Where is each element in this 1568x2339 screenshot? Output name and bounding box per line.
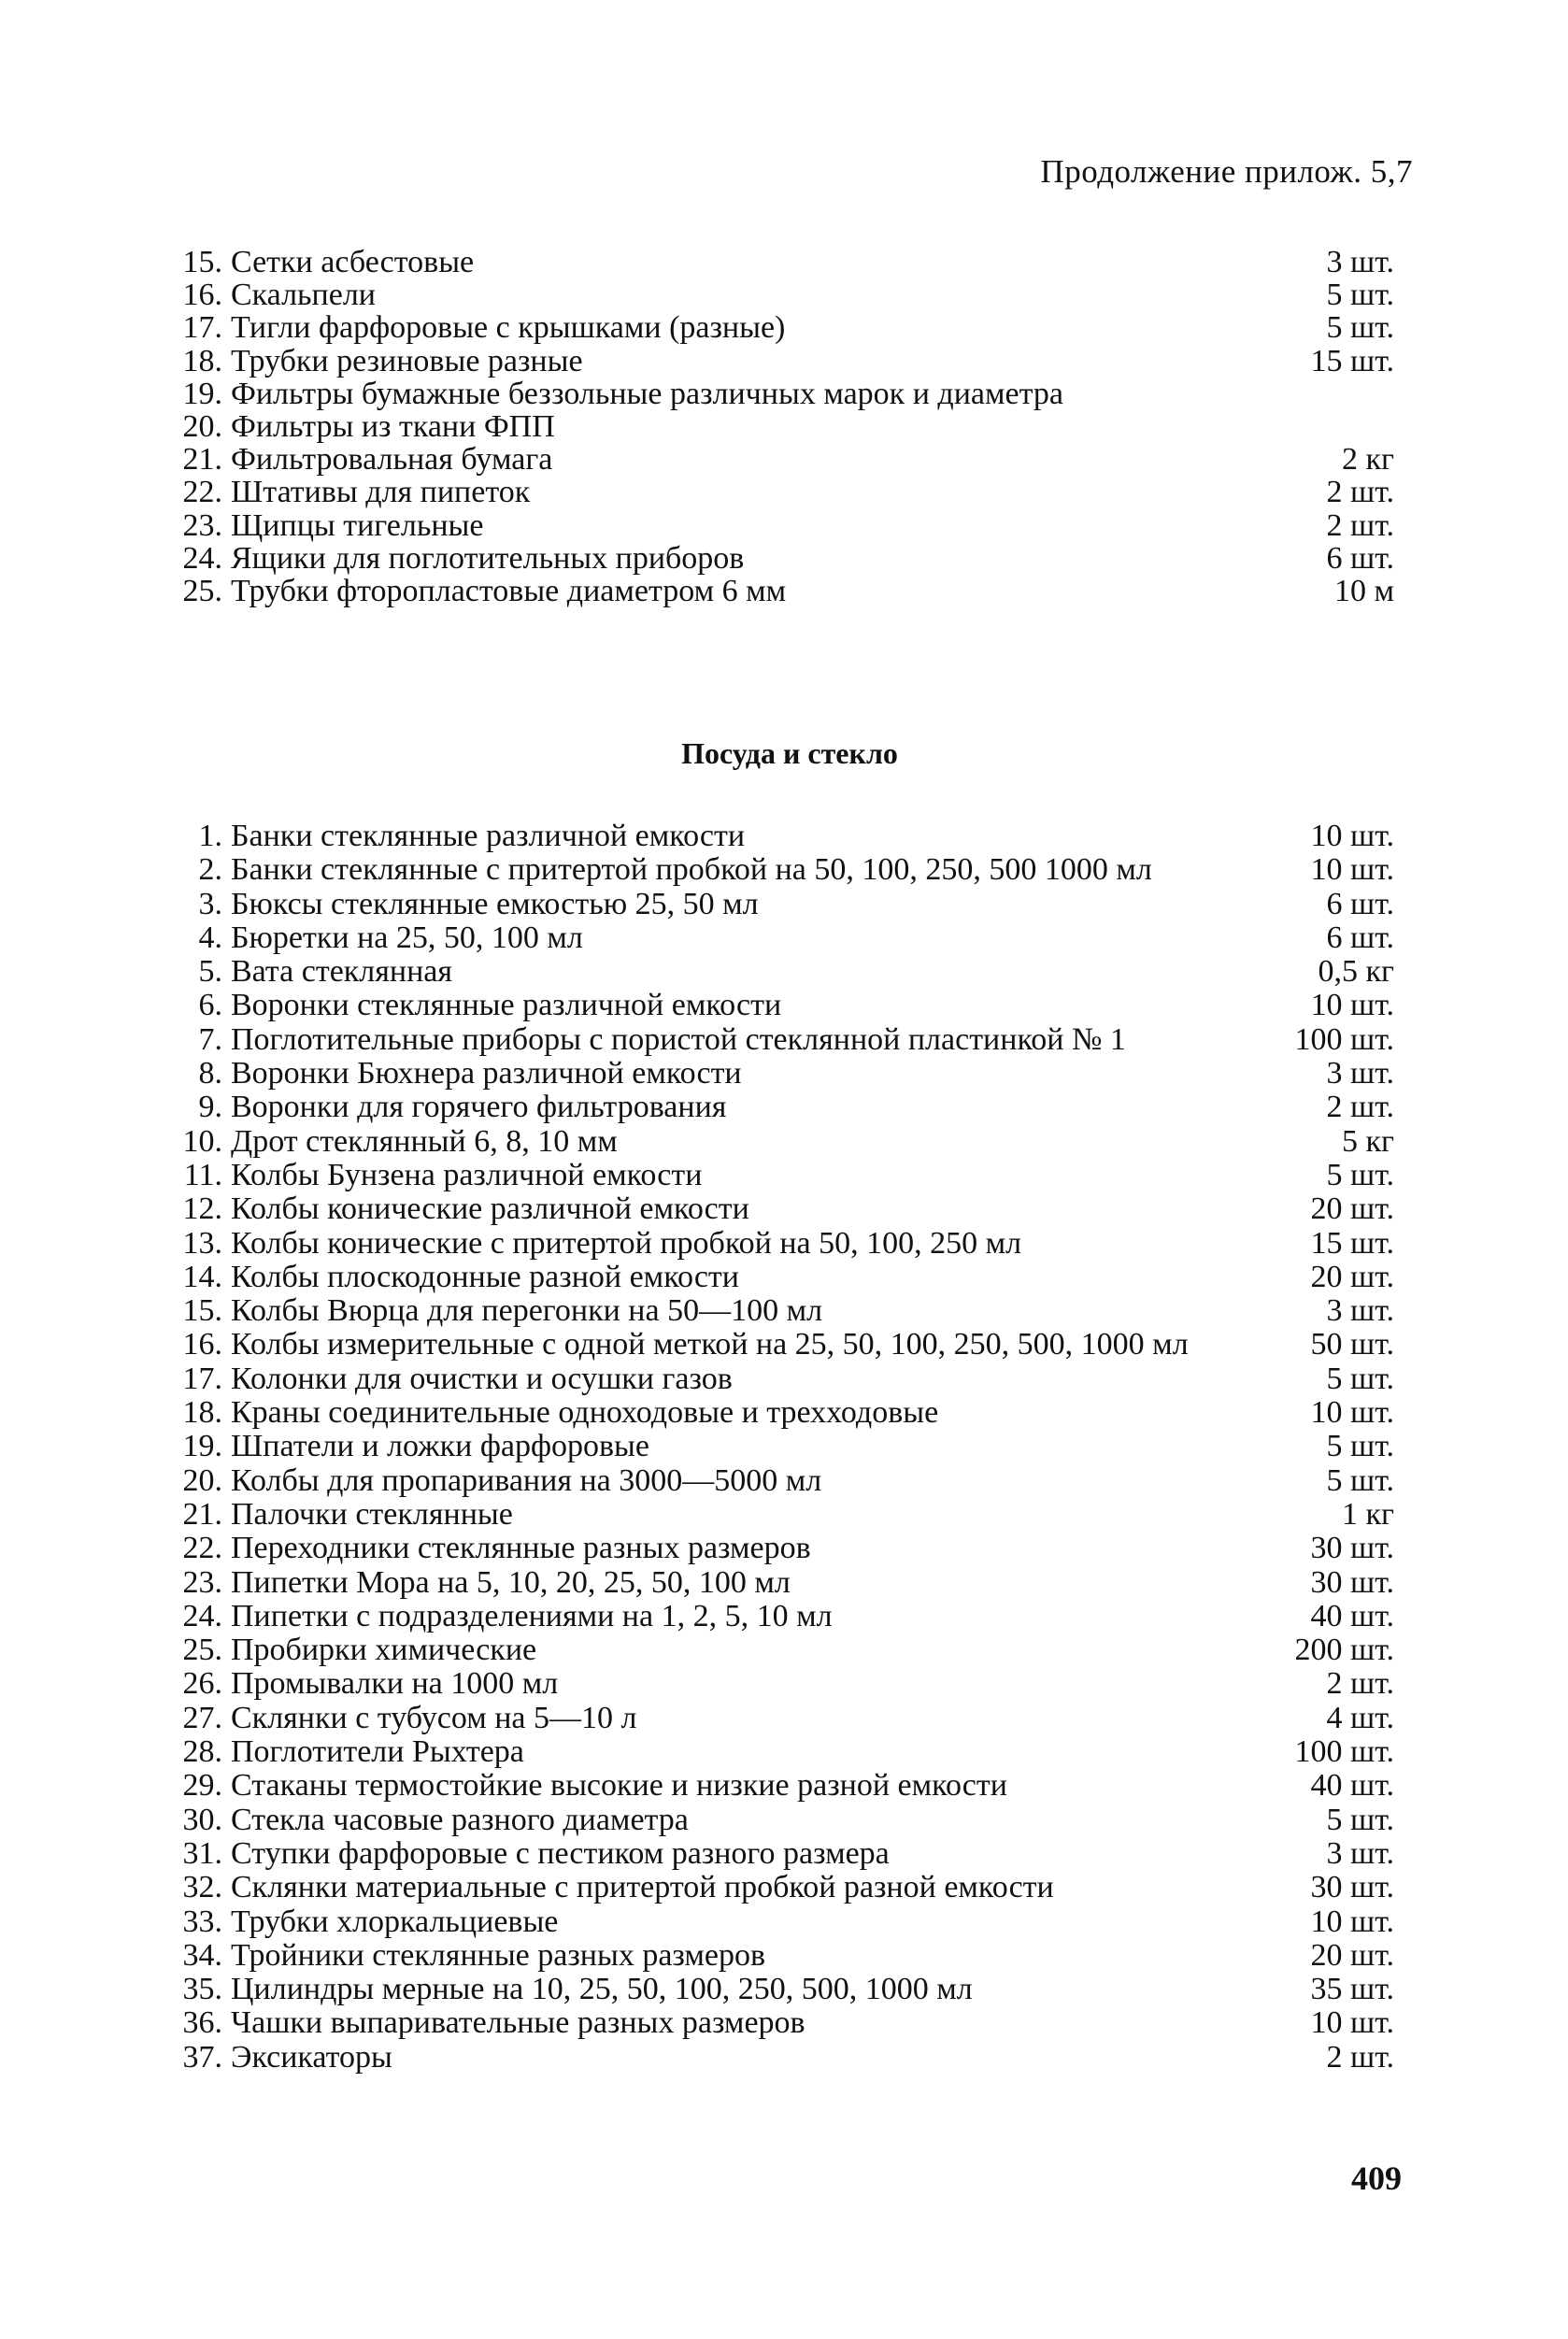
running-header: Продолжение прилож. 5,7	[1040, 153, 1413, 190]
page-number: 409	[1351, 2160, 1402, 2197]
item-number: 17.	[182, 310, 222, 346]
list-item	[150, 1261, 1402, 1294]
list-item	[150, 345, 1402, 378]
item-text: Ступки фарфоровые с пестиком разного размера	[231, 1835, 890, 1871]
item-text: Пипетки с подразделениями на 1, 2, 5, 10 мл	[231, 1598, 833, 1633]
list-item	[150, 542, 1402, 575]
list-item	[150, 1769, 1402, 1803]
item-number: 18.	[182, 343, 222, 378]
item-quantity: 200 шт.	[1294, 1633, 1394, 1668]
list-item	[150, 1735, 1402, 1769]
item-number: 2.	[198, 852, 222, 888]
item-quantity: 5 шт.	[1326, 1361, 1394, 1396]
section-title: Посуда и стекло	[681, 736, 898, 770]
item-quantity: 10 шт.	[1310, 2005, 1394, 2041]
item-text: Поглотительные приборы с пористой стеклянной пластинкой № 1	[231, 1021, 1126, 1057]
equipment-list	[150, 246, 1402, 607]
item-text: Фильтры из ткани ФПП	[231, 409, 555, 445]
item-text: Краны соединительные одноходовые и трехходовые	[231, 1395, 939, 1431]
item-quantity	[1217, 410, 1402, 443]
item-number: 36.	[182, 2005, 222, 2041]
item-text: Склянки материальные с притертой пробкой разной емкости	[231, 1870, 1054, 1905]
item-text: Трубки фторопластовые диаметром 6 мм	[231, 574, 787, 609]
list-item	[150, 921, 1402, 955]
list-item	[150, 443, 1402, 476]
item-quantity: 2 шт.	[1326, 1666, 1394, 1702]
item-text: Поглотители Рыхтера	[231, 1734, 524, 1770]
list-item	[150, 1091, 1402, 1124]
item-text: Ящики для поглотительных приборов	[231, 540, 745, 576]
item-number: 34.	[182, 1937, 222, 1973]
item-quantity: 10 шт.	[1310, 1395, 1394, 1431]
item-quantity: 50 шт.	[1310, 1327, 1394, 1362]
item-text: Колбы Бунзена различной емкости	[231, 1157, 703, 1192]
item-number: 5.	[198, 954, 222, 990]
list-item	[150, 1464, 1402, 1498]
list-item	[150, 1702, 1402, 1735]
list-item	[150, 1804, 1402, 1837]
item-text: Фильтровальная бумага	[231, 442, 553, 478]
item-number: 12.	[182, 1191, 222, 1227]
item-number: 9.	[198, 1090, 222, 1125]
item-number: 23.	[182, 1564, 222, 1600]
item-number: 6.	[198, 988, 222, 1023]
item-text: Бюксы стеклянные емкостью 25, 50 мл	[231, 886, 759, 921]
item-text: Колбы конические различной емкости	[231, 1191, 749, 1227]
item-number: 16.	[182, 278, 222, 313]
item-quantity: 35 шт.	[1310, 1972, 1394, 2007]
item-text: Воронки для горячего фильтрования	[231, 1090, 727, 1125]
item-number: 25.	[182, 1633, 222, 1668]
item-number: 3.	[198, 886, 222, 921]
item-quantity: 6 шт.	[1326, 540, 1394, 576]
item-number: 31.	[182, 1835, 222, 1871]
item-quantity: 15 шт.	[1310, 1225, 1394, 1261]
item-number: 17.	[182, 1361, 222, 1396]
item-number: 4.	[198, 920, 222, 955]
item-quantity: 5 шт.	[1326, 1429, 1394, 1464]
item-text: Переходники стеклянные разных размеров	[231, 1531, 811, 1566]
item-number: 20.	[182, 1462, 222, 1498]
item-number: 30.	[182, 1802, 222, 1837]
item-text: Пипетки Мора на 5, 10, 20, 25, 50, 100 мл	[231, 1564, 791, 1600]
list-item	[150, 1667, 1402, 1701]
item-quantity: 2 шт.	[1326, 475, 1394, 510]
list-item	[150, 1498, 1402, 1532]
item-number: 15.	[182, 245, 222, 279]
item-text: Трубки резиновые разные	[231, 343, 583, 378]
item-text: Дрот стеклянный 6, 8, 10 мм	[231, 1123, 618, 1159]
item-text: Склянки с тубусом на 5—10 л	[231, 1700, 637, 1735]
item-number: 19.	[182, 376, 222, 411]
item-quantity: 5 шт.	[1326, 1157, 1394, 1192]
item-text: Чашки выпаривательные разных размеров	[231, 2005, 805, 2041]
item-quantity: 20 шт.	[1310, 1259, 1394, 1294]
item-text: Колонки для очистки и осушки газов	[231, 1361, 733, 1396]
item-quantity: 100 шт.	[1294, 1021, 1394, 1057]
item-quantity: 3 шт.	[1326, 1056, 1394, 1091]
item-number: 22.	[182, 475, 222, 510]
item-number: 16.	[182, 1327, 222, 1362]
item-text: Бюретки на 25, 50, 100 мл	[231, 920, 583, 955]
item-text: Стекла часовые разного диаметра	[231, 1802, 689, 1837]
item-quantity: 30 шт.	[1310, 1564, 1394, 1600]
item-text: Стаканы термостойкие высокие и низкие разной емкости	[231, 1768, 1007, 1804]
item-quantity: 20 шт.	[1310, 1191, 1394, 1227]
item-text: Вата стеклянная	[231, 954, 453, 990]
item-text: Промывалки на 1000 мл	[231, 1666, 559, 1702]
glassware-list	[150, 820, 1402, 2075]
item-text: Тройники стеклянные разных размеров	[231, 1937, 766, 1973]
list-item	[150, 378, 1402, 410]
item-quantity: 10 шт.	[1310, 819, 1394, 853]
item-text: Воронки стеклянные различной емкости	[231, 988, 782, 1023]
item-quantity: 1 кг	[1342, 1496, 1394, 1532]
item-text: Шпатели и ложки фарфоровые	[231, 1429, 649, 1464]
item-quantity: 100 шт.	[1294, 1734, 1394, 1770]
item-number: 25.	[182, 574, 222, 609]
item-number: 26.	[182, 1666, 222, 1702]
list-item	[150, 853, 1402, 887]
list-item	[150, 1973, 1402, 2006]
list-item	[150, 1566, 1402, 1600]
item-number: 11.	[183, 1157, 222, 1192]
list-item	[150, 1905, 1402, 1939]
list-item	[150, 1871, 1402, 1904]
list-item	[150, 1633, 1402, 1667]
item-number: 35.	[182, 1972, 222, 2007]
item-text: Трубки хлоркальциевые	[231, 1904, 559, 1939]
item-number: 15.	[182, 1293, 222, 1329]
item-number: 29.	[182, 1768, 222, 1804]
item-quantity: 4 шт.	[1326, 1700, 1394, 1735]
item-text: Фильтры бумажные беззольные различных марок и диаметра	[231, 376, 1063, 411]
item-number: 10.	[182, 1123, 222, 1159]
item-quantity: 40 шт.	[1310, 1598, 1394, 1633]
list-item	[150, 2041, 1402, 2075]
list-item	[150, 575, 1402, 607]
item-number: 23.	[182, 507, 222, 543]
list-item	[150, 1227, 1402, 1261]
item-text: Сетки асбестовые	[231, 245, 475, 279]
item-quantity: 5 шт.	[1326, 1802, 1394, 1837]
item-quantity: 5 шт.	[1326, 1462, 1394, 1498]
item-text: Цилиндры мерные на 10, 25, 50, 100, 250, 500, 1000 мл	[231, 1972, 973, 2007]
list-item	[150, 1600, 1402, 1633]
list-item	[150, 820, 1402, 853]
item-number: 13.	[182, 1225, 222, 1261]
list-item	[150, 955, 1402, 989]
list-item	[150, 1192, 1402, 1226]
item-quantity: 3 шт.	[1326, 245, 1394, 279]
list-item	[150, 311, 1402, 344]
list-item	[150, 1837, 1402, 1871]
item-quantity: 10 м	[1333, 574, 1394, 609]
item-number: 18.	[182, 1395, 222, 1431]
item-text: Колбы Вюрца для перегонки на 50—100 мл	[231, 1293, 823, 1329]
item-quantity: 6 шт.	[1326, 920, 1394, 955]
item-number: 20.	[182, 409, 222, 445]
list-item	[150, 1430, 1402, 1463]
item-quantity: 5 шт.	[1326, 278, 1394, 313]
item-text: Пробирки химические	[231, 1633, 537, 1668]
item-text: Палочки стеклянные	[231, 1496, 513, 1532]
item-quantity: 15 шт.	[1310, 343, 1394, 378]
item-text: Колбы конические с притертой пробкой на 50, 100, 250 мл	[231, 1225, 1022, 1261]
item-text: Воронки Бюхнера различной емкости	[231, 1056, 742, 1091]
list-item	[150, 1159, 1402, 1192]
list-item	[150, 1328, 1402, 1362]
list-item	[150, 1057, 1402, 1091]
item-number: 14.	[182, 1259, 222, 1294]
item-number: 27.	[182, 1700, 222, 1735]
list-item	[150, 1939, 1402, 1973]
item-text: Тигли фарфоровые с крышками (разные)	[231, 310, 786, 346]
item-number: 24.	[182, 1598, 222, 1633]
item-quantity: 5 кг	[1342, 1123, 1394, 1159]
list-item	[150, 989, 1402, 1022]
item-number: 32.	[182, 1870, 222, 1905]
item-quantity: 2 шт.	[1326, 1090, 1394, 1125]
item-text: Колбы для пропаривания на 3000—5000 мл	[231, 1462, 822, 1498]
item-quantity: 5 шт.	[1326, 310, 1394, 346]
list-item	[150, 888, 1402, 921]
item-text: Банки стеклянные различной емкости	[231, 819, 746, 853]
item-number: 1.	[198, 819, 222, 853]
item-quantity: 0,5 кг	[1318, 954, 1394, 990]
list-item	[150, 278, 1402, 311]
list-item	[150, 1023, 1402, 1057]
item-text: Скальпели	[231, 278, 376, 313]
item-quantity: 2 шт.	[1326, 2039, 1394, 2075]
item-quantity: 20 шт.	[1310, 1937, 1394, 1973]
item-quantity	[1217, 378, 1402, 410]
item-number: 33.	[182, 1904, 222, 1939]
item-quantity: 2 кг	[1342, 442, 1394, 478]
item-number: 24.	[182, 540, 222, 576]
item-quantity: 2 шт.	[1326, 507, 1394, 543]
item-quantity: 10 шт.	[1310, 1904, 1394, 1939]
item-text: Штативы для пипеток	[231, 475, 531, 510]
item-number: 8.	[198, 1056, 222, 1091]
list-item	[150, 476, 1402, 508]
item-number: 21.	[182, 1496, 222, 1532]
list-item	[150, 410, 1402, 443]
item-quantity: 40 шт.	[1310, 1768, 1394, 1804]
item-number: 19.	[182, 1429, 222, 1464]
item-quantity: 6 шт.	[1326, 886, 1394, 921]
item-quantity: 30 шт.	[1310, 1870, 1394, 1905]
item-text: Щипцы тигельные	[231, 507, 484, 543]
item-number: 28.	[182, 1734, 222, 1770]
item-text: Банки стеклянные с притертой пробкой на 50, 100, 250, 500 1000 мл	[231, 852, 1152, 888]
item-quantity: 3 шт.	[1326, 1835, 1394, 1871]
item-number: 21.	[182, 442, 222, 478]
list-item	[150, 1294, 1402, 1328]
list-item	[150, 1532, 1402, 1565]
item-quantity: 10 шт.	[1310, 852, 1394, 888]
list-item	[150, 1125, 1402, 1159]
item-quantity: 10 шт.	[1310, 988, 1394, 1023]
item-quantity: 30 шт.	[1310, 1531, 1394, 1566]
list-item	[150, 1396, 1402, 1430]
item-quantity: 3 шт.	[1326, 1293, 1394, 1329]
item-text: Колбы плоскодонные разной емкости	[231, 1259, 739, 1294]
list-item	[150, 2006, 1402, 2040]
item-number: 37.	[182, 2039, 222, 2075]
item-number: 7.	[198, 1021, 222, 1057]
list-item	[150, 1362, 1402, 1396]
item-number: 22.	[182, 1531, 222, 1566]
item-text: Колбы измерительные с одной меткой на 25, 50, 100, 250, 500, 1000 мл	[231, 1327, 1189, 1362]
item-text: Эксикаторы	[231, 2039, 392, 2075]
list-item	[150, 509, 1402, 542]
list-item	[150, 246, 1402, 278]
